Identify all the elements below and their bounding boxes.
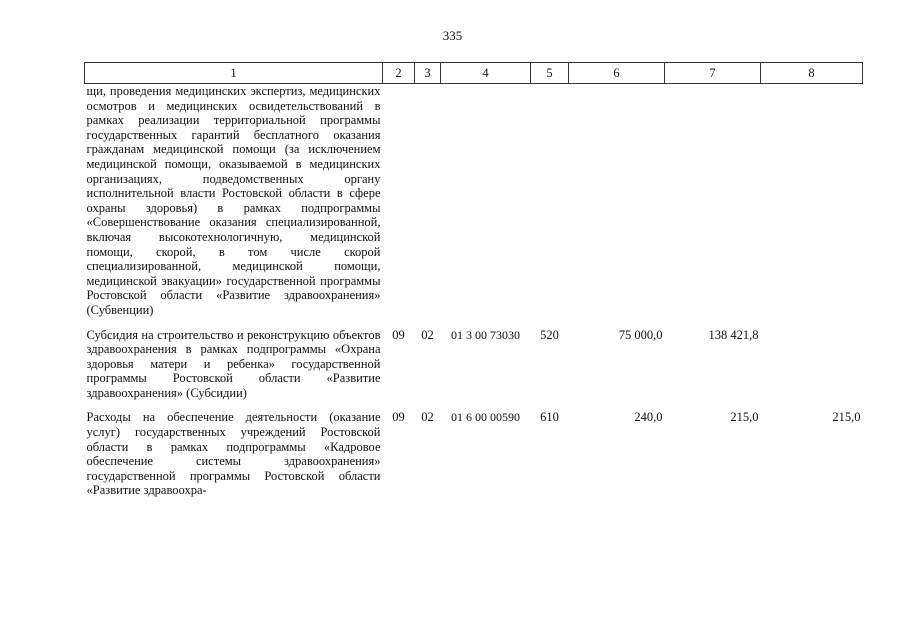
row-gap xyxy=(85,318,863,328)
row-value-3 xyxy=(761,84,863,318)
row-name: щи, проведения медицинских экспертиз, медицинских осмотров и медицинских освидетельствований в рамках реализации территориальной программы государственных гарантий бесплатного оказания гражданам медицинской помощи (за исключением медицинской помощи, оказываемой в медицинских организациях, подведомственных органу исполнительной власти Ростовской области в сфере охраны здоровья) в рамках подпрограммы «Совершенствование оказания специализированной, включая высокотехнологичную, медицинской помощи, скорой, в том числе скорой специализированной, медицинской помощи, медицинской эвакуации» государственной программы Ростовской области «Развитие здравоохранения» (Субвенции) xyxy=(86,84,381,317)
budget-table xyxy=(84,62,863,498)
row-value-1 xyxy=(569,84,665,318)
row-target-article: 01 6 00 00590 xyxy=(451,410,520,425)
row-subsection: 02 xyxy=(421,327,434,342)
header-cell-7: 7 xyxy=(665,63,761,84)
row-target-article xyxy=(441,84,531,318)
header-cell-8: 8 xyxy=(761,63,863,84)
row-name: Расходы на обеспечение деятельности (оказание услуг) государственных учреждений Ростовской области в рамках подпрограммы «Кадровое обеспечение системы здравоохранения» государственной программы Ростовской области «Развитие здравоохра- xyxy=(86,410,381,498)
row-name: Субсидия на строительство и реконструкцию объектов здравоохранения в рамках подпрограммы «Охрана здоровья матери и ребенка» государственной программы Ростовской области «Развитие здравоохранения» (Субсидии) xyxy=(86,327,381,400)
table-header-row xyxy=(85,63,863,84)
row-value-2: 215,0 xyxy=(730,410,759,425)
row-subsection xyxy=(415,84,441,318)
row-value-1: 75 000,0 xyxy=(618,327,663,342)
row-section: 09 xyxy=(392,327,405,342)
table-row xyxy=(85,328,863,401)
header-cell-1: 1 xyxy=(85,63,383,84)
header-cell-4: 4 xyxy=(441,63,531,84)
row-target-article: 01 3 00 73030 xyxy=(451,327,520,342)
header-cell-6: 6 xyxy=(569,63,665,84)
table-row xyxy=(85,84,863,318)
header-cell-5: 5 xyxy=(531,63,569,84)
table-row xyxy=(85,410,863,498)
row-expense-type: 610 xyxy=(540,410,559,425)
header-cell-3: 3 xyxy=(415,63,441,84)
row-value-3 xyxy=(761,328,863,401)
header-cell-2: 2 xyxy=(383,63,415,84)
row-gap xyxy=(85,400,863,410)
row-value-3: 215,0 xyxy=(832,410,861,425)
row-value-1: 240,0 xyxy=(634,410,663,425)
row-subsection: 02 xyxy=(421,410,434,425)
page-number: 335 xyxy=(442,28,463,43)
row-value-2: 138 421,8 xyxy=(708,327,759,342)
row-section: 09 xyxy=(392,410,405,425)
row-value-2 xyxy=(665,84,761,318)
row-expense-type xyxy=(531,84,569,318)
row-section xyxy=(383,84,415,318)
row-expense-type: 520 xyxy=(540,327,559,342)
